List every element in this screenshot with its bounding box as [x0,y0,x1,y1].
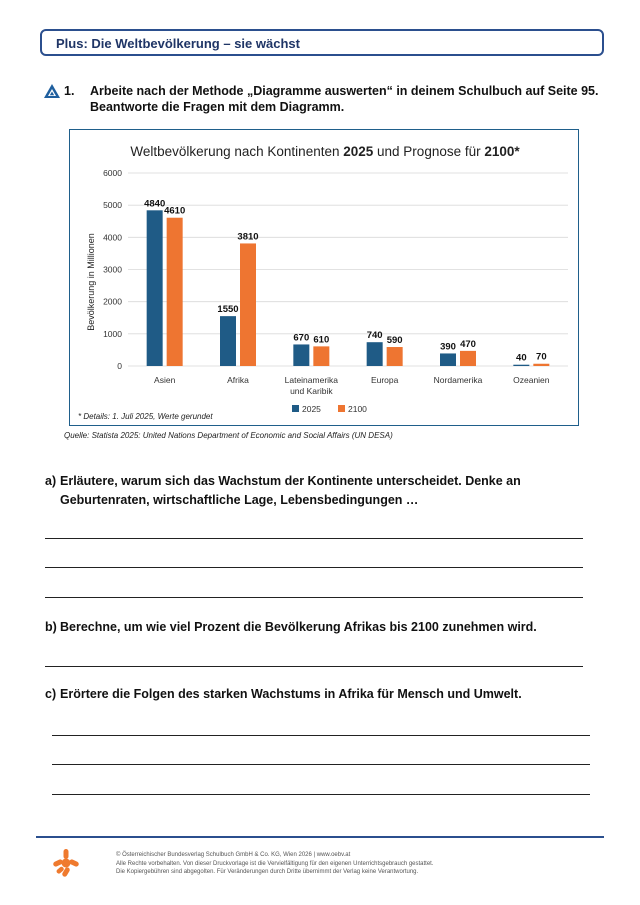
chart-title: Weltbevölkerung nach Kontinenten 2025 und Prognose für 2100* [130,144,520,159]
difficulty-triangle-icon [44,84,60,98]
y-tick-label: 1000 [103,328,122,339]
bar-value-label: 590 [386,335,403,347]
bar-value-label: 670 [293,332,310,344]
answer-line[interactable] [52,794,590,795]
question-a-label: a) [45,474,57,488]
bar-2025 [513,365,529,366]
answer-line[interactable] [45,538,583,539]
question-a-text: Erläutere, warum sich das Wachstum der Kontinente unterscheidet. Denke an Geburtenraten, wirtschaftliche Lage, Lebensbedingungen … [60,474,521,507]
answer-line[interactable] [45,666,583,667]
answer-line[interactable] [45,567,583,568]
bar-2100 [167,218,183,366]
question-b-label: b) [45,620,57,634]
chart-footnote: * Details: 1. Juli 2025, Werte gerundet [78,412,213,421]
bar-2100 [460,351,476,366]
category-label: Afrika [227,375,249,385]
bar-value-label: 740 [366,330,383,342]
bar-value-label: 3810 [237,231,259,243]
y-tick-label: 3000 [103,264,122,275]
answer-line[interactable] [52,735,590,736]
bar-value-label: 470 [460,338,476,350]
footer-copyright [116,851,434,877]
legend-label: 2025 [302,404,321,414]
bar-2025 [147,210,163,366]
footer-line-2: Alle Rechte vorbehalten. Von dieser Druckvorlage ist die Vervielfältigung für den eigenen Unterrichtsgebrauch gestattet. [116,860,434,867]
answer-line[interactable] [45,597,583,598]
bar-2025 [293,344,309,366]
bar-2100 [533,364,549,366]
bar-2100 [240,243,256,366]
bar-value-label: 4840 [144,198,166,210]
y-tick-label: 4000 [103,232,122,243]
source-citation: Quelle: Statista 2025: United Nations Department of Economic and Social Affairs (UN DESA) [64,431,393,440]
bar-value-label: 1550 [217,304,239,316]
y-axis-label: Bevölkerung in Millionen [86,233,96,331]
legend-swatch [292,405,299,412]
category-label: Ozeanien [513,375,550,385]
footer-line-3: Die Kopiergebühren sind abgegolten. Für Veränderungen durch Dritte übernimmt der Verlag keine Verantwortung. [116,869,419,875]
bar-2025 [440,353,456,366]
bar-value-label: 610 [313,334,330,346]
task-text: Arbeite nach der Methode „Diagramme auswerten“ in deinem Schulbuch auf Seite 95. Beantworte die Fragen mit dem Diagramm. [90,84,599,114]
task-number: 1. [64,84,75,98]
bar-value-label: 390 [440,341,456,353]
bar-2025 [220,316,236,366]
question-c-label: c) [45,687,57,701]
bar-2100 [387,347,403,366]
y-tick-label: 5000 [103,200,122,211]
y-tick-label: 0 [117,361,122,371]
category-label: Europa [370,375,399,385]
category-label: Nordamerika [433,375,483,385]
bar-value-label: 4610 [164,205,186,217]
publisher-logo-icon [52,848,80,878]
category-label: Lateinamerika und Karibik [284,375,339,396]
category-label: Asien [154,375,176,385]
page-title: Plus: Die Weltbevölkerung – sie wächst [56,36,300,51]
question-b-text: Berechne, um wie viel Prozent die Bevölkerung Afrikas bis 2100 zunehmen wird. [60,620,537,634]
y-tick-label: 6000 [103,168,122,178]
population-bar-chart [70,130,580,427]
legend-swatch [338,405,345,412]
question-c-text: Erörtere die Folgen des starken Wachstums in Afrika für Mensch und Umwelt. [60,687,522,701]
y-tick-label: 2000 [103,296,122,307]
footer-divider [36,836,604,838]
chart-legend [292,404,367,414]
chart-frame [69,129,579,426]
bar-value-label: 70 [536,351,547,363]
bar-value-label: 40 [516,352,527,364]
bar-2100 [313,346,329,366]
footer-line-1: © Österreichischer Bundesverlag Schulbuch GmbH & Co. KG, Wien 2026 | www.oebv.at [116,852,351,858]
legend-label: 2100 [348,404,367,414]
bar-2025 [367,342,383,366]
answer-line[interactable] [52,764,590,765]
header-box [40,29,604,56]
